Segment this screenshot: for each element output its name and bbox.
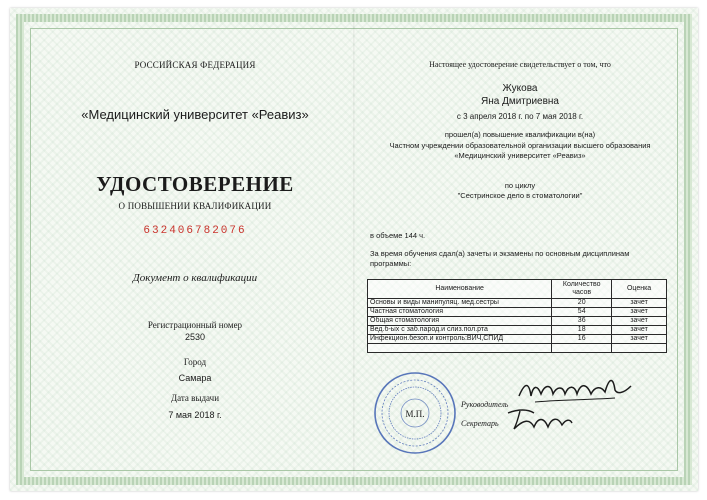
subject-cell: Частная стоматология (368, 308, 552, 317)
issue-date: 7 мая 2018 г. (168, 410, 222, 420)
subject-cell: Вед.б-ых с заб.парод.и слиз.пол.рта (368, 326, 552, 335)
holder-surname: Жукова (502, 83, 538, 94)
organization-line-2: «Медицинский университет «Реавиз» (454, 151, 586, 160)
official-stamp (373, 371, 457, 455)
subject-cell: Инфекцион.безоп.и контроль:ВИЧ,СПИД (368, 335, 552, 344)
intro-text: Настоящее удостоверение свидетельствует о том, что (429, 60, 611, 69)
grades-table (367, 279, 667, 353)
subject-cell (368, 344, 552, 353)
grade-cell: зачет (612, 317, 667, 326)
table-row (368, 308, 667, 317)
holder-name: Яна Дмитриевна (480, 96, 559, 107)
grade-cell: зачет (612, 335, 667, 344)
hours-volume: в объеме 144 ч. (370, 231, 426, 240)
table-row (368, 317, 667, 326)
training-dates: с 3 апреля 2018 г. по 7 мая 2018 г. (456, 112, 584, 121)
director-label: Руководитель (461, 400, 509, 409)
hours-cell: 16 (552, 335, 612, 344)
city-label: Город (183, 357, 207, 367)
cycle-name: "Сестринское дело в стоматологии" (457, 191, 583, 200)
grade-cell (612, 344, 667, 353)
university-name: «Медицинский университет «Реавиз» (81, 107, 309, 122)
exams-text: За время обучения сдал(а) зачеты и экзамены по основным дисциплинам программы: (370, 249, 630, 268)
blank-number: 632406782076 (143, 225, 247, 237)
header-subject: Наименование (368, 280, 552, 299)
document-title: УДОСТОВЕРЕНИЕ (96, 172, 294, 196)
hours-cell: 18 (552, 326, 612, 335)
hours-cell: 20 (552, 299, 612, 308)
document-type: Документ о квалификации (132, 272, 258, 284)
country-label: РОССИЙСКАЯ ФЕДЕРАЦИЯ (134, 60, 256, 70)
passed-text: прошел(а) повышение квалификации в(на) (444, 130, 596, 139)
grade-cell: зачет (612, 299, 667, 308)
stamp-label: М.П. (405, 409, 425, 419)
header-hours: Количество часов (552, 280, 612, 299)
cycle-label: по циклу (504, 181, 536, 190)
table-row (368, 344, 667, 353)
document-subtitle: О ПОВЫШЕНИИ КВАЛИФИКАЦИИ (118, 201, 272, 211)
hours-cell: 36 (552, 317, 612, 326)
hours-cell (552, 344, 612, 353)
header-grade: Оценка (612, 280, 667, 299)
table-row (368, 299, 667, 308)
organization-line-1: Частном учреждении образовательной организации высшего образования (389, 141, 651, 150)
director-signature (515, 372, 635, 408)
secretary-label: Секретарь (461, 419, 499, 428)
secretary-signature (504, 405, 574, 433)
subject-cell: Общая стоматология (368, 317, 552, 326)
registration-label: Регистрационный номер (147, 320, 243, 330)
table-row (368, 326, 667, 335)
issue-date-label: Дата выдачи (170, 393, 220, 403)
grade-cell: зачет (612, 326, 667, 335)
registration-number: 2530 (184, 332, 206, 342)
city-value: Самара (178, 373, 212, 383)
table-row (368, 335, 667, 344)
grade-cell: зачет (612, 308, 667, 317)
subject-cell: Основы и виды манипуляц. мед.сестры (368, 299, 552, 308)
hours-cell: 54 (552, 308, 612, 317)
table-header-row (368, 280, 667, 299)
